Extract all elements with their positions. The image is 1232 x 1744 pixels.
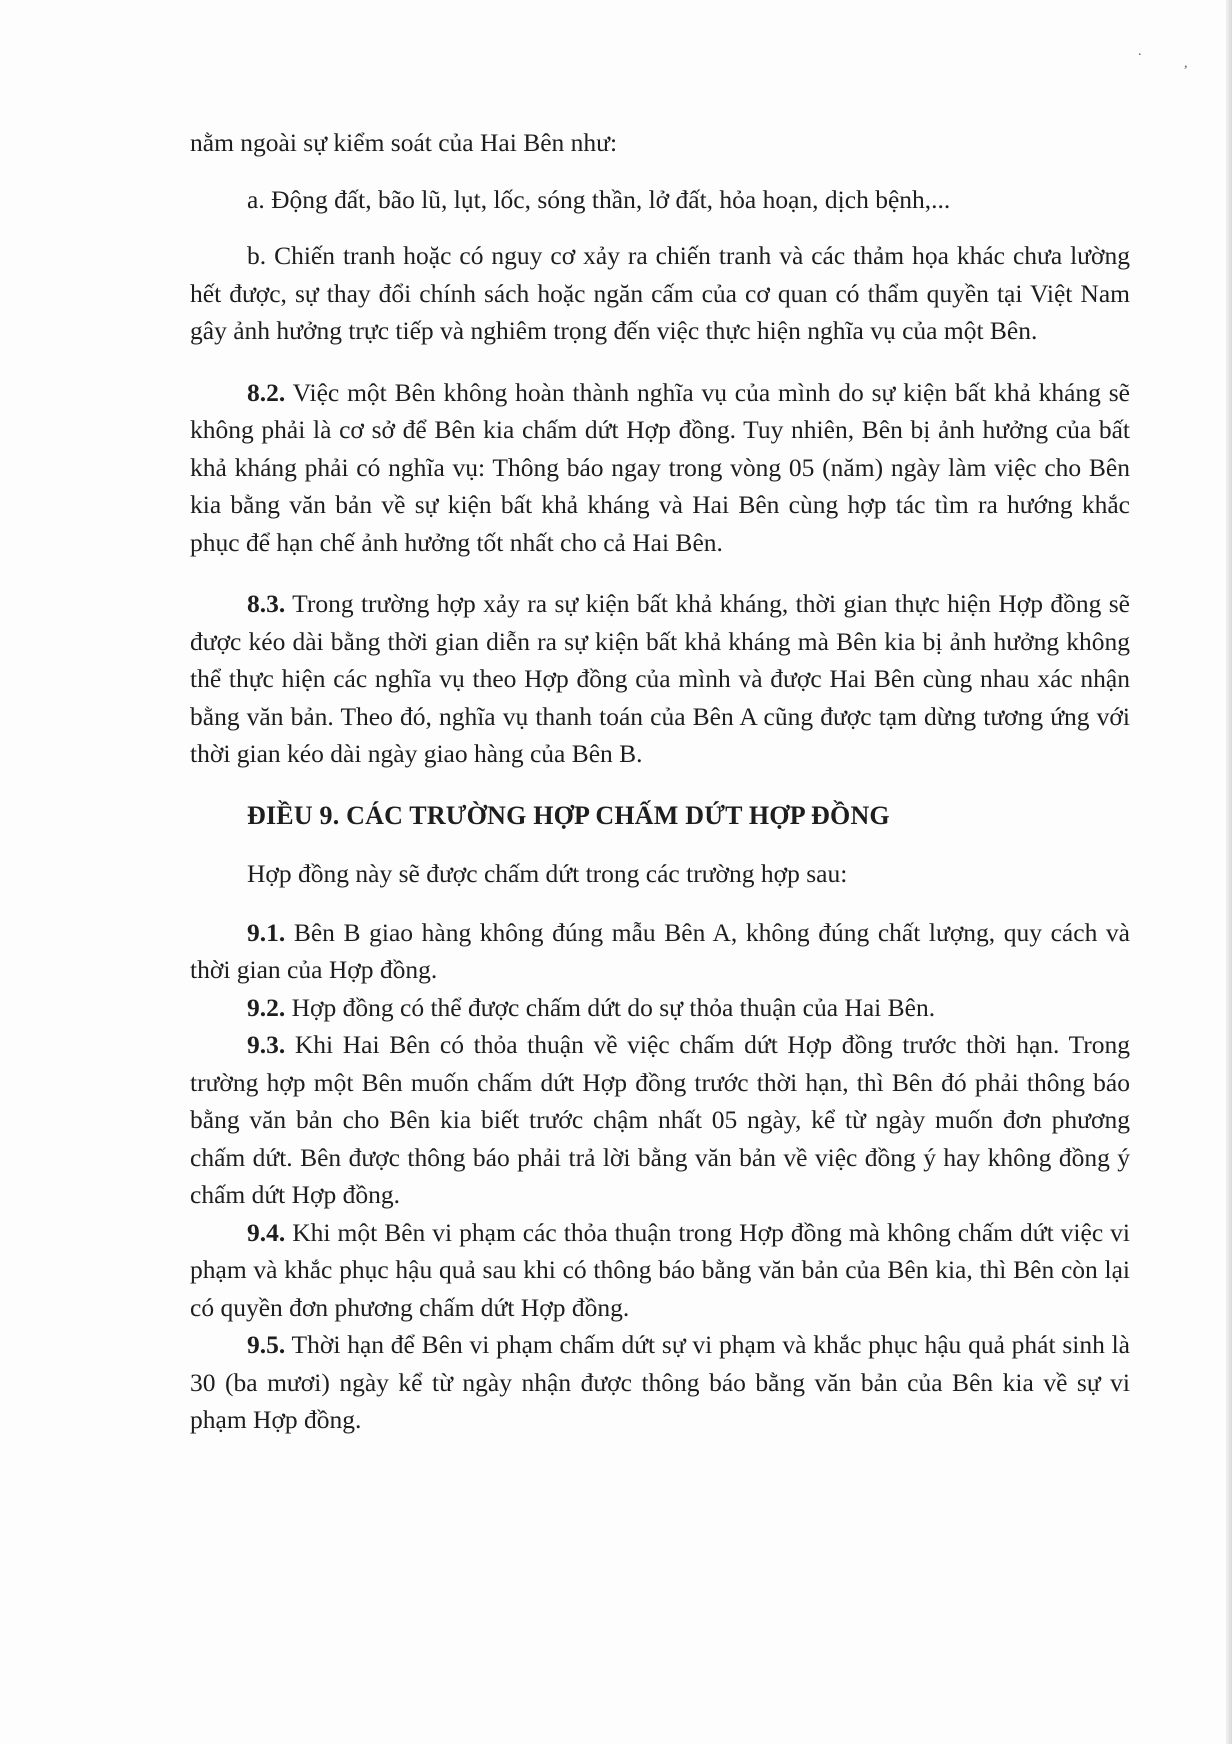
clause-number: 9.5. bbox=[247, 1330, 286, 1359]
clause-text: Bên B giao hàng không đúng mẫu Bên A, không đúng chất lượng, quy cách và thời gian của Hợp đồng. bbox=[190, 917, 1130, 984]
clause-number: 8.2. bbox=[247, 377, 286, 407]
clause-9-3 bbox=[190, 1026, 1130, 1214]
clause-text: Trong trường hợp xảy ra sự kiện bất khả kháng, thời gian thực hiện Hợp đồng sẽ được kéo dài bằng thời gian diễn ra sự kiện bất khả kháng mà Bên kia bị ảnh hưởng không thể thực hiện các nghĩa vụ theo Hợp đồng của mình và được Hai Bên cùng nhau xác nhận bằng văn bản. Theo đó, nghĩa vụ thanh toán của Bên A cũng được tạm dừng tương ứng với thời gian kéo dài ngày giao hàng của Bên B. bbox=[190, 589, 1130, 768]
article-9-intro: Hợp đồng này sẽ được chấm dứt trong các trường hợp sau: bbox=[247, 859, 848, 888]
clause-number: 9.3. bbox=[247, 1030, 286, 1059]
intro-line: nằm ngoài sự kiểm soát của Hai Bên như: bbox=[190, 128, 618, 157]
clause-9-2 bbox=[190, 989, 1130, 1027]
clause-9-1 bbox=[190, 914, 1130, 989]
clause-text: Hợp đồng có thể được chấm dứt do sự thỏa thuận của Hai Bên. bbox=[285, 992, 936, 1022]
item-a: a. Động đất, bão lũ, lụt, lốc, sóng thần, lở đất, hỏa hoạn, dịch bệnh,... bbox=[247, 184, 951, 214]
document-body bbox=[190, 124, 1130, 1439]
clause-8-2 bbox=[190, 374, 1130, 562]
scan-speck: , bbox=[1184, 56, 1188, 71]
scan-speck: . bbox=[1138, 44, 1142, 59]
item-b: b. Chiến tranh hoặc có nguy cơ xảy ra chiến tranh và các thảm họa khác chưa lường hết được, sự thay đổi chính sách hoặc ngăn cấm của cơ quan có thẩm quyền tại Việt Nam gây ảnh hưởng trực tiếp và nghiêm trọng đến việc thực hiện nghĩa vụ của một Bên. bbox=[190, 241, 1130, 345]
clause-text: Việc một Bên không hoàn thành nghĩa vụ của mình do sự kiện bất khả kháng sẽ không phải là cơ sở để Bên kia chấm dứt Hợp đồng. Tuy nhiên, Bên bị ảnh hưởng của bất khả kháng phải có nghĩa vụ: Thông báo ngay trong vòng 05 (năm) ngày làm việc cho Bên kia bằng văn bản về sự kiện bất khả kháng và Hai Bên cùng hợp tác tìm ra hướng khắc phục để hạn chế ảnh hưởng tốt nhất cho cả Hai Bên. bbox=[190, 377, 1130, 557]
clause-number: 9.4. bbox=[247, 1217, 286, 1247]
clause-number: 9.2. bbox=[247, 992, 286, 1022]
clause-text: Thời hạn để Bên vi phạm chấm dứt sự vi phạm và khắc phục hậu quả phát sinh là 30 (ba mươi) ngày kể từ ngày nhận được thông báo bằng văn bản của Bên kia về sự vi phạm Hợp đồng. bbox=[190, 1330, 1130, 1434]
clause-9-4 bbox=[190, 1214, 1130, 1327]
clause-number: 8.3. bbox=[247, 589, 286, 618]
clause-number: 9.1. bbox=[247, 917, 286, 947]
clause-text: Khi Hai Bên có thỏa thuận về việc chấm dứt Hợp đồng trước thời hạn. Trong trường hợp một Bên muốn chấm dứt Hợp đồng trước thời hạn, thì Bên đó phải thông báo bằng văn bản cho Bên kia biết trước chậm nhất 05 ngày, kể từ ngày muốn đơn phương chấm dứt. Bên được thông báo phải trả lời bằng văn bản về việc đồng ý hay không đồng ý chấm dứt Hợp đồng. bbox=[190, 1030, 1130, 1209]
scan-edge-shadow bbox=[1226, 0, 1232, 1744]
article-9-heading: ĐIỀU 9. CÁC TRƯỜNG HỢP CHẤM DỨT HỢP ĐỒNG bbox=[247, 800, 890, 830]
clause-text: Khi một Bên vi phạm các thỏa thuận trong Hợp đồng mà không chấm dứt việc vi phạm và khắc phục hậu quả sau khi có thông báo bằng văn bản của Bên kia, thì Bên còn lại có quyền đơn phương chấm dứt Hợp đồng. bbox=[190, 1217, 1130, 1322]
clause-8-3 bbox=[190, 585, 1130, 773]
clause-9-5 bbox=[190, 1326, 1130, 1439]
